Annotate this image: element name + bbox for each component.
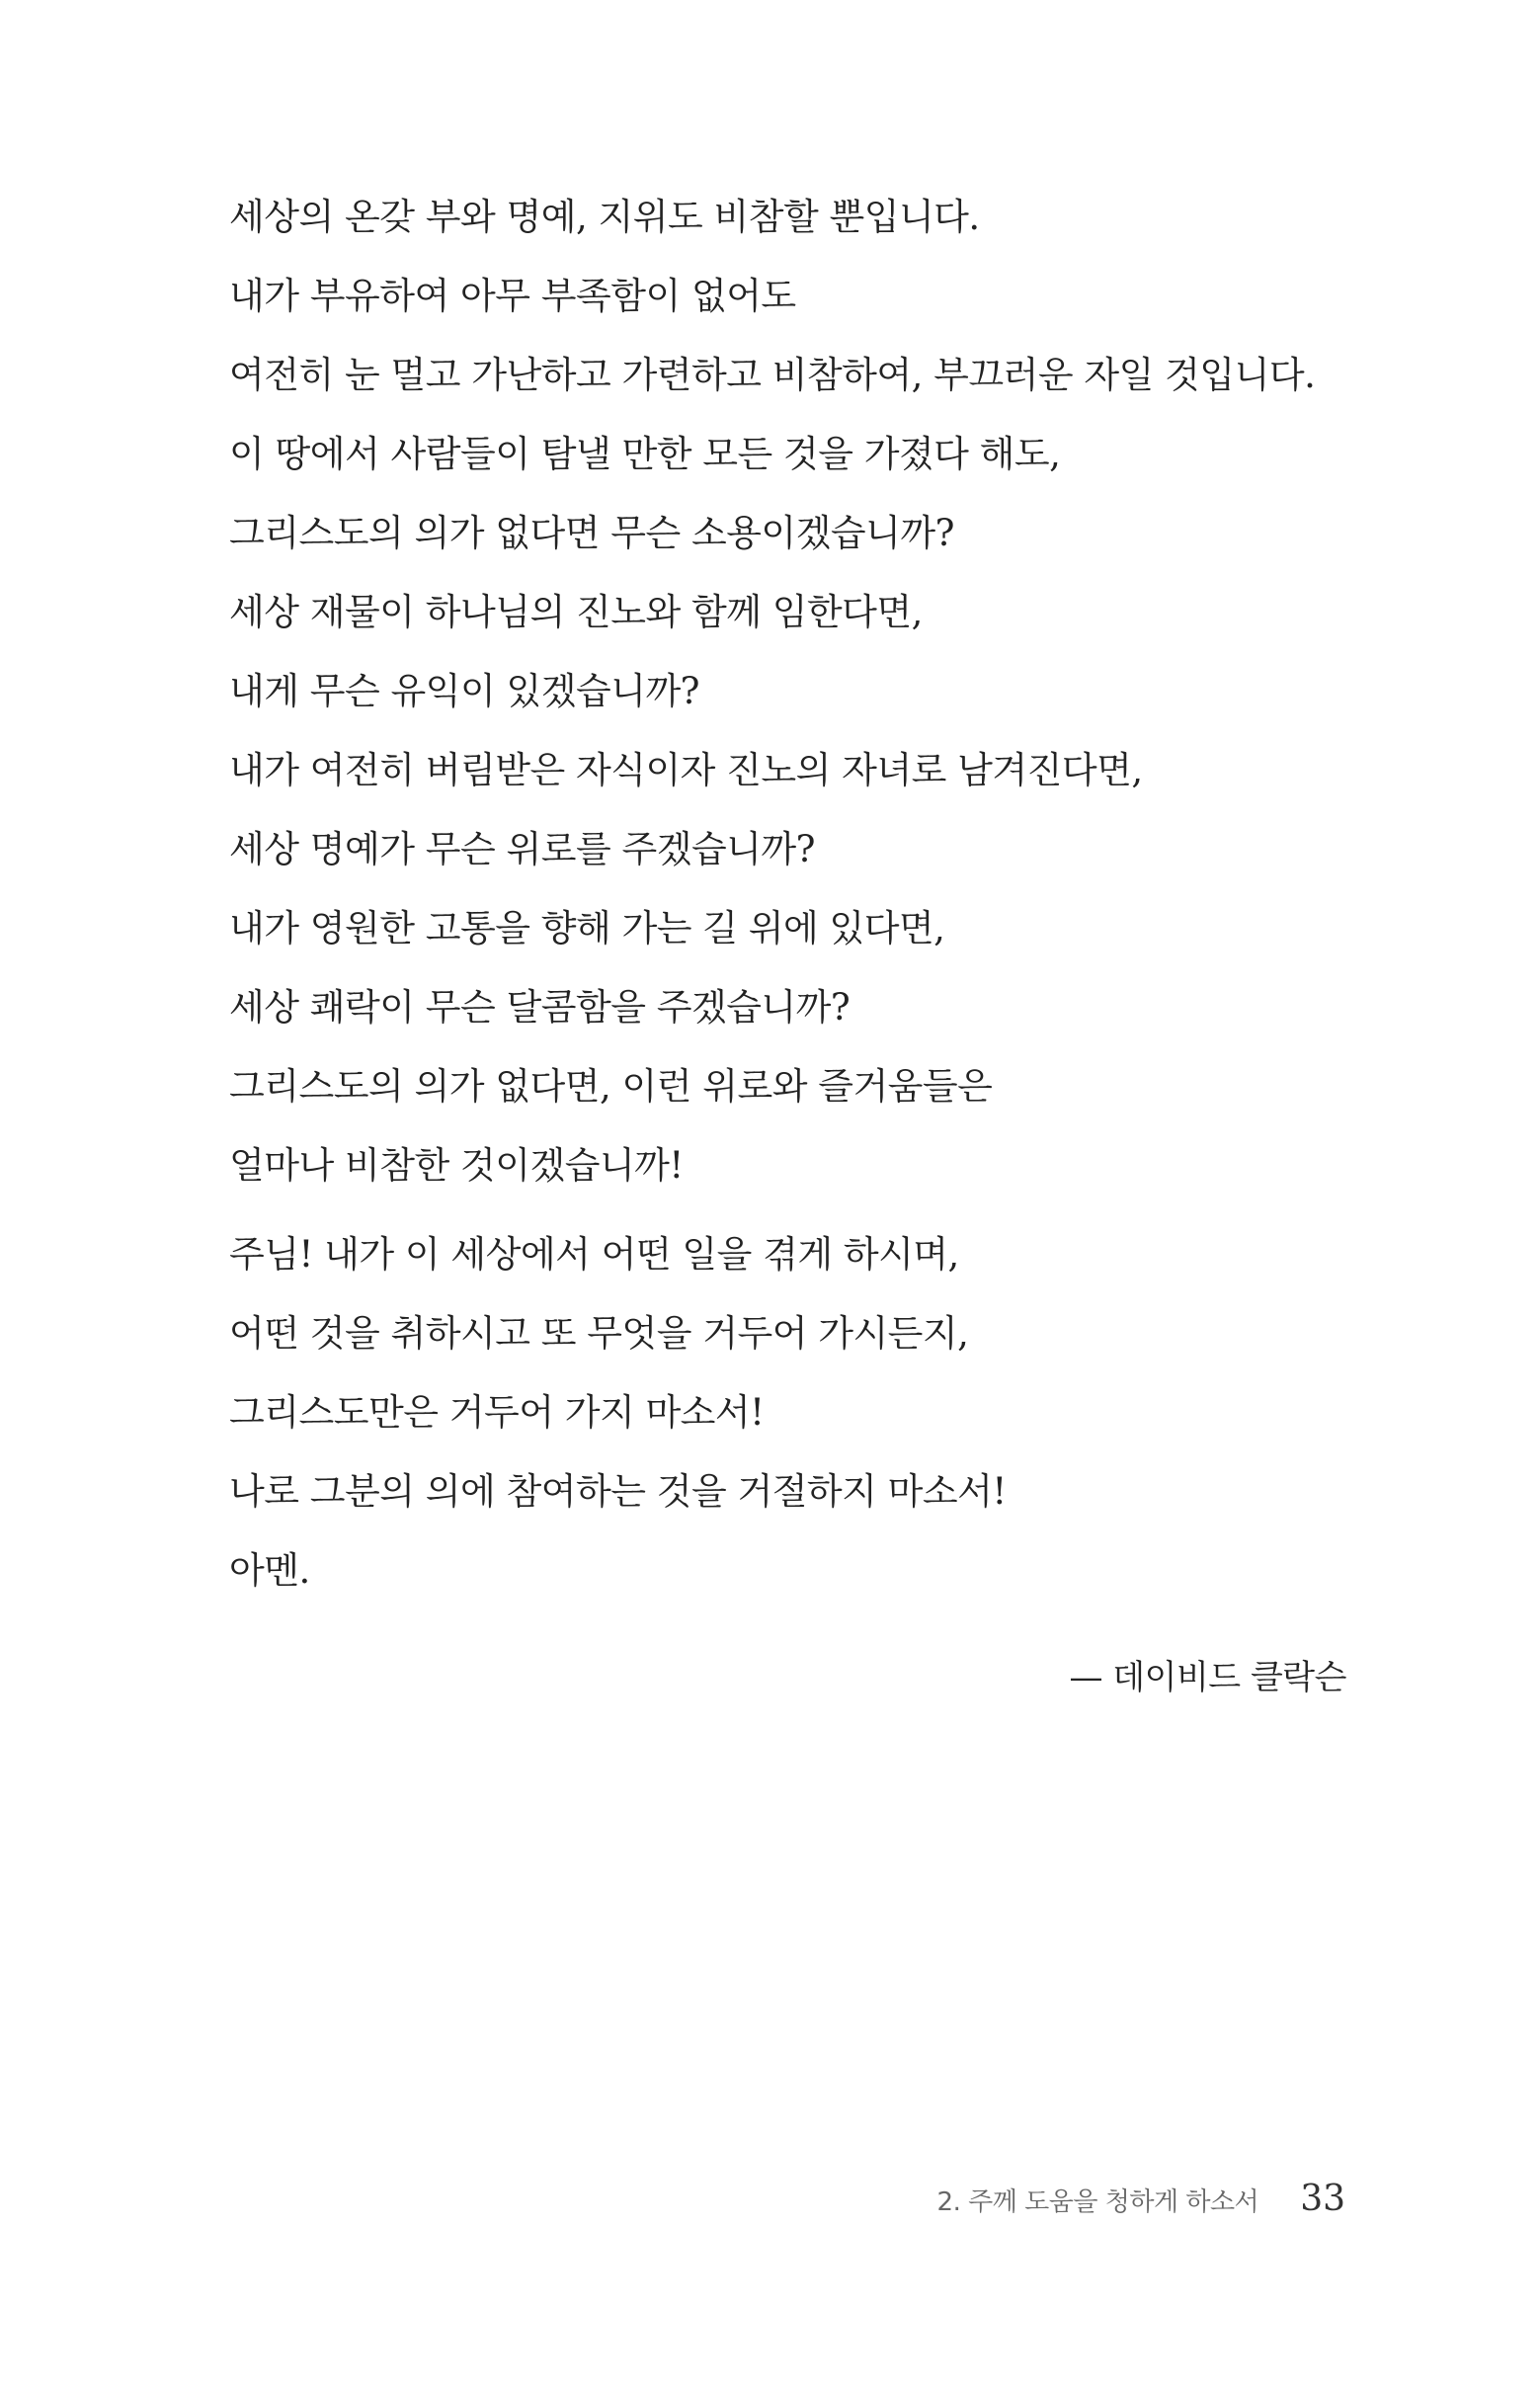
- text-line: 내가 영원한 고통을 향해 가는 길 위에 있다면,: [229, 907, 945, 949]
- prayer-stanza-2: [229, 1225, 1365, 1620]
- text-line: 내가 부유하여 아무 부족함이 없어도: [229, 275, 796, 317]
- page-number: 33: [1300, 2179, 1345, 2219]
- text-line: 그리스도의 의가 없다면, 이런 위로와 즐거움들은: [229, 1065, 993, 1108]
- text-line: 내게 무슨 유익이 있겠습니까?: [229, 670, 700, 712]
- text-line: 그리스도의 의가 없다면 무슨 소용이겠습니까?: [229, 512, 954, 554]
- page-footer: [937, 2179, 1345, 2238]
- text-line: 주님! 내가 이 세상에서 어떤 일을 겪게 하시며,: [229, 1233, 959, 1276]
- text-line: 얼마나 비참한 것이겠습니까!: [229, 1144, 684, 1187]
- quote-attribution: — 데이비드 클락슨: [1069, 1658, 1346, 1697]
- text-line: 아멘.: [229, 1549, 310, 1592]
- text-line: 세상의 온갖 부와 명예, 지위도 비참할 뿐입니다.: [229, 196, 980, 238]
- prayer-stanza-1: [229, 188, 1365, 1215]
- text-line: 세상 명예가 무슨 위로를 주겠습니까?: [229, 828, 816, 870]
- text-line: 세상 재물이 하나님의 진노와 함께 임한다면,: [229, 591, 923, 633]
- text-line: 어떤 것을 취하시고 또 무엇을 거두어 가시든지,: [229, 1312, 969, 1355]
- text-line: 세상 쾌락이 무슨 달콤함을 주겠습니까?: [229, 986, 851, 1029]
- running-head: 2. 주께 도움을 청하게 하소서: [936, 2187, 1259, 2217]
- text-line: 내가 여전히 버림받은 자식이자 진노의 자녀로 남겨진다면,: [229, 749, 1143, 791]
- text-line: 나로 그분의 의에 참여하는 것을 거절하지 마소서!: [229, 1470, 1007, 1513]
- text-line: 그리스도만은 거두어 가지 마소서!: [229, 1391, 765, 1434]
- text-line: 이 땅에서 사람들이 탐낼 만한 모든 것을 가졌다 해도,: [229, 433, 1061, 475]
- text-line: 여전히 눈 멀고 가난하고 가련하고 비참하여, 부끄러운 자일 것입니다.: [229, 354, 1316, 396]
